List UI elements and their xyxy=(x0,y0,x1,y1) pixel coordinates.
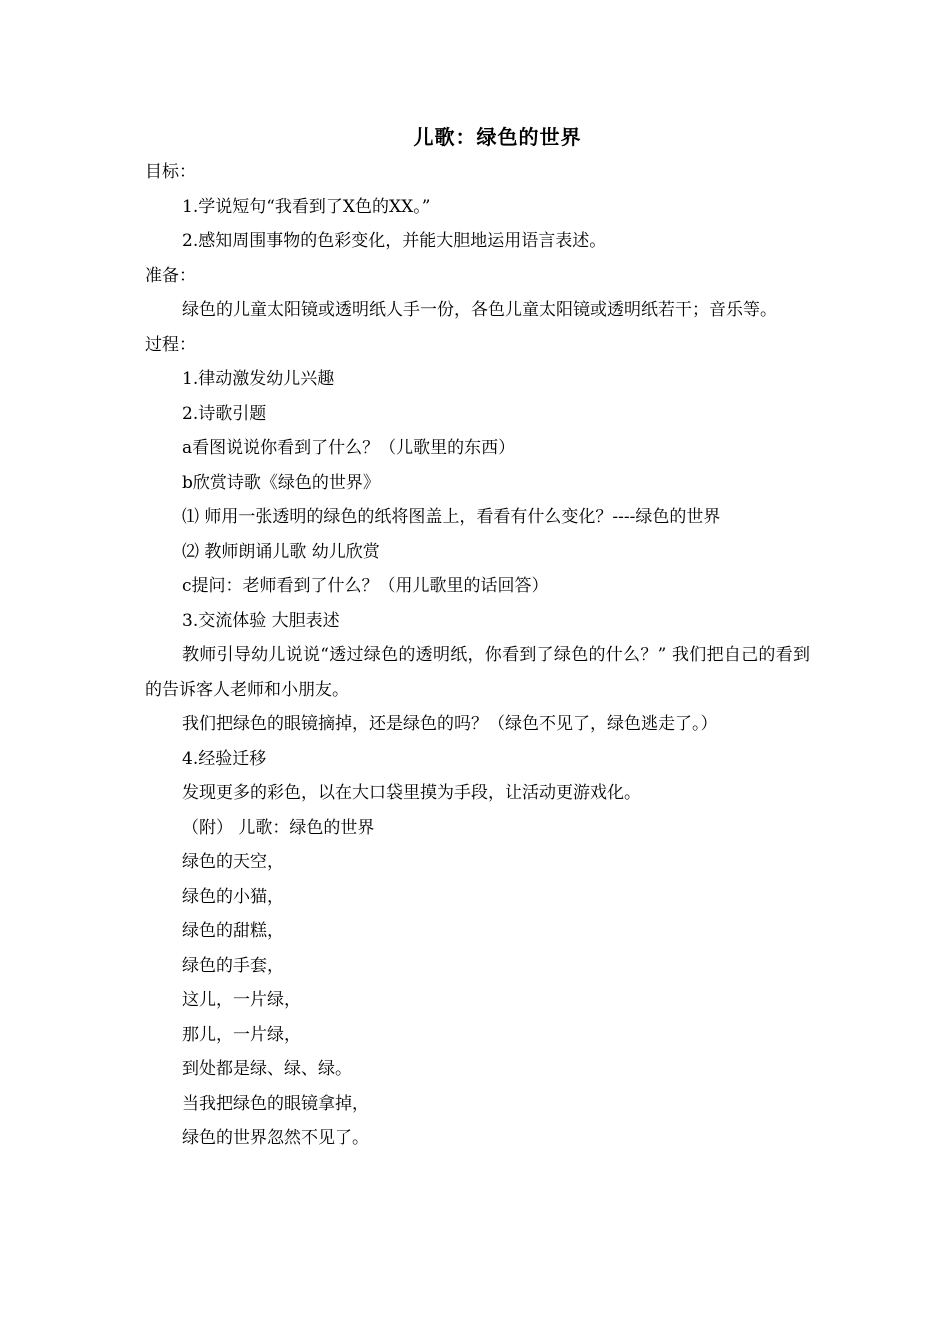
process-step-1: 1.律动激发幼儿兴趣 xyxy=(182,369,335,389)
process-step-2: 2.诗歌引题 xyxy=(182,403,267,424)
poem-line: 绿色的手套， xyxy=(182,955,284,976)
poem-line: 当我把绿色的眼镜拿掉， xyxy=(182,1093,369,1114)
goal-item-2: 2.感知周围事物的色彩变化，并能大胆地运用语言表述。 xyxy=(182,231,607,251)
process-heading: 过程： xyxy=(145,334,196,355)
process-step-3: 3.交流体验 大胆表述 xyxy=(182,610,340,631)
poem-line: 那儿，一片绿， xyxy=(182,1024,301,1045)
appendix-heading: （附） 儿歌：绿色的世界 xyxy=(182,817,375,838)
process-step-2c: c提问：老师看到了什么？（用儿歌里的话回答） xyxy=(182,576,549,596)
goal-item-1: 1.学说短句“我看到了X色的XX。” xyxy=(182,196,431,217)
poem-line: 绿色的甜糕， xyxy=(182,921,284,941)
process-step-2b-1: ⑴ 师用一张透明的绿色的纸将图盖上，看看有什么变化？----绿色的世界 xyxy=(182,507,721,527)
process-step-2b-2: ⑵ 教师朗诵儿歌 幼儿欣赏 xyxy=(182,541,380,562)
process-step-2b: b欣赏诗歌《绿色的世界》 xyxy=(182,472,380,493)
process-step-3-text-2: 我们把绿色的眼镜摘掉，还是绿色的吗？（绿色不见了，绿色逃走了。） xyxy=(182,714,718,734)
document-title: 儿歌：绿色的世界 xyxy=(413,125,582,149)
poem-line: 到处都是绿、绿、绿。 xyxy=(182,1059,352,1079)
process-step-2a: a看图说说你看到了什么？（儿歌里的东西） xyxy=(182,438,516,458)
poem-line: 这儿，一片绿， xyxy=(182,990,301,1010)
preparation-text: 绿色的儿童太阳镜或透明纸人手一份，各色儿童太阳镜或透明纸若干；音乐等。 xyxy=(182,300,777,320)
poem-line: 绿色的小猫， xyxy=(182,886,284,907)
poem-line: 绿色的天空， xyxy=(182,852,284,872)
poem-line: 绿色的世界忽然不见了。 xyxy=(182,1128,369,1148)
process-step-4-text: 发现更多的彩色，以在大口袋里摸为手段，让活动更游戏化。 xyxy=(182,783,641,803)
document-body xyxy=(145,155,810,1156)
process-step-4: 4.经验迁移 xyxy=(182,748,267,769)
process-step-3-text-1: 教师引导幼儿说说“透过绿色的透明纸，你看到了绿色的什么？” 我们把自己的看到的告诉客人老师和小朋友。 xyxy=(145,645,810,700)
preparation-heading: 准备： xyxy=(145,265,196,286)
goal-heading: 目标： xyxy=(145,162,196,182)
